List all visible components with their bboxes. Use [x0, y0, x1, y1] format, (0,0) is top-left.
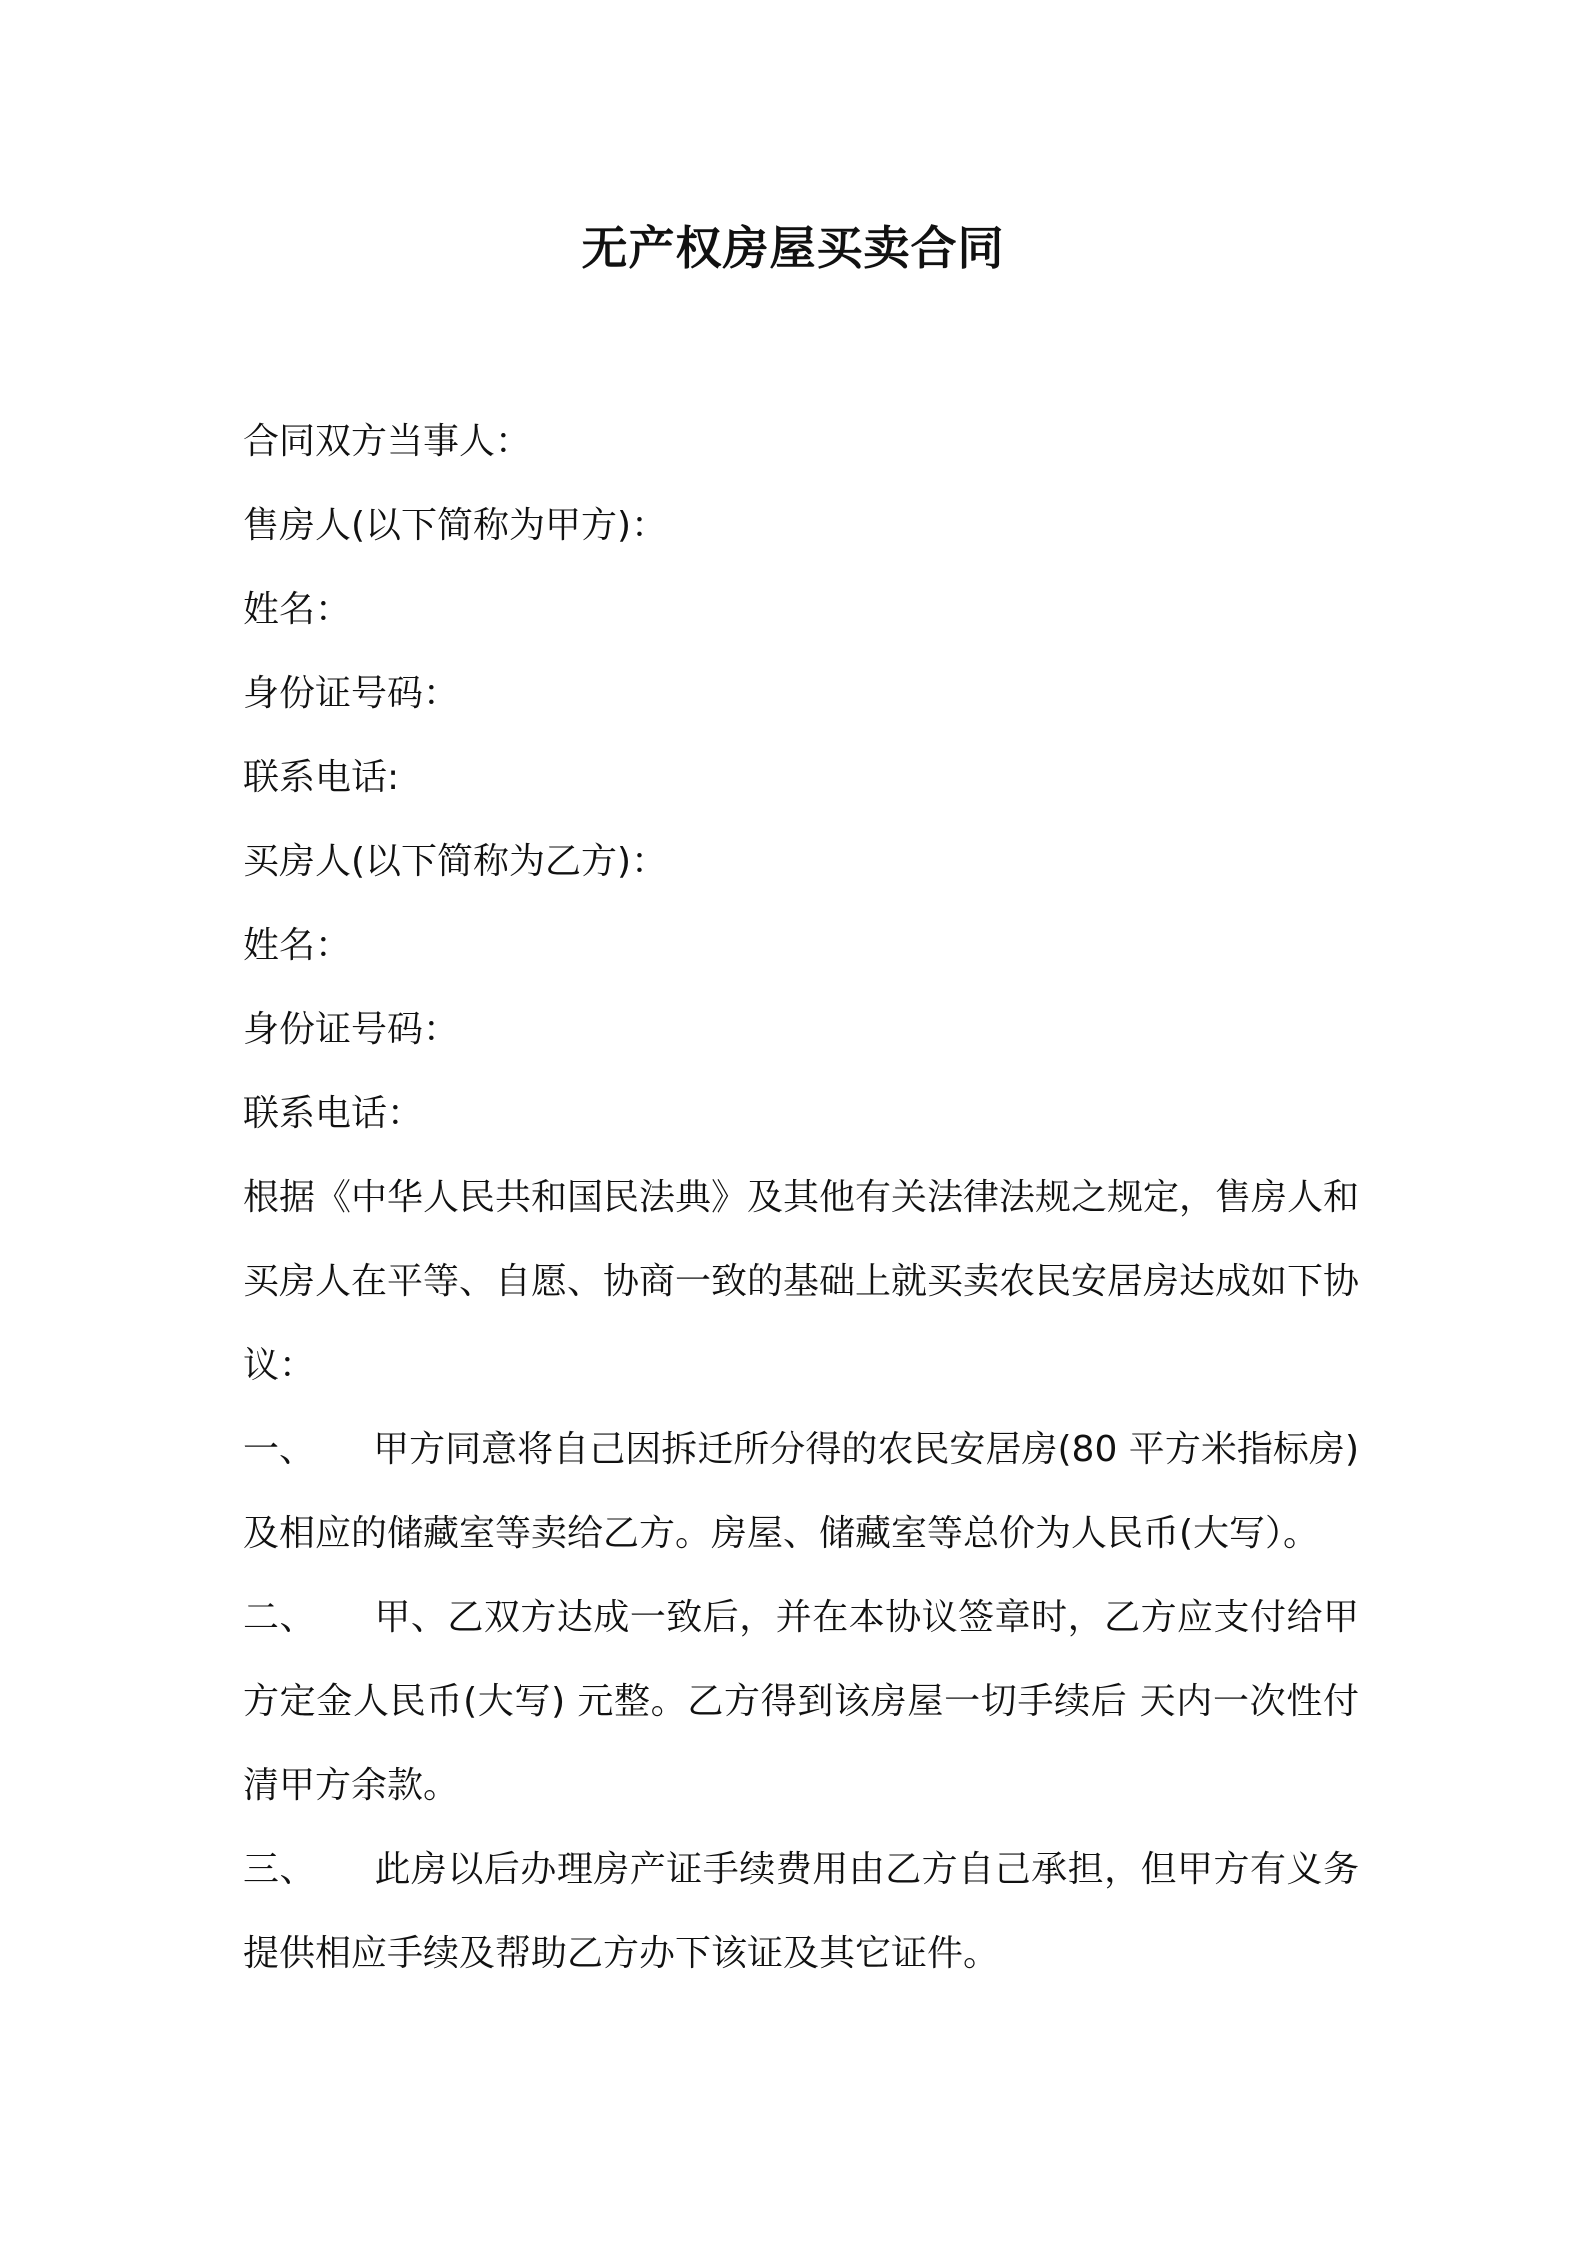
- seller-phone-label: 联系电话:: [243, 757, 400, 798]
- buyer-phone-label: 联系电话：: [243, 1093, 424, 1134]
- clause-text: 此房以后办理房产证手续费用由乙方自己承担，但甲方有义务提供相应手续及帮助乙方办下该证及其它证件。: [243, 1849, 1359, 1974]
- clause-text: 甲方同意将自己因拆迁所分得的农民安居房(80 平方米指标房)及相应的储藏室等卖给乙方。房屋、储藏室等总价为人民币(大写）。: [243, 1429, 1359, 1554]
- clause-2: [243, 1576, 1359, 1828]
- seller-heading: 售房人(以下简称为甲方)：: [243, 505, 668, 546]
- buyer-heading: 买房人(以下简称为乙方)：: [243, 841, 668, 882]
- clause-number: 一、: [243, 1429, 316, 1470]
- document-body: [243, 400, 1359, 1996]
- clause-number: 三、: [243, 1849, 316, 1890]
- seller-id-label: 身份证号码：: [243, 673, 460, 714]
- clause-1: [243, 1408, 1359, 1576]
- document-title: 无产权房屋买卖合同: [581, 221, 1005, 275]
- clause-text: 甲、乙双方达成一致后，并在本协议签章时，乙方应支付给甲方定金人民币(大写) 元整。乙方得到该房屋一切手续后 天内一次性付清甲方余款。: [243, 1597, 1359, 1806]
- buyer-id-label: 身份证号码：: [243, 1009, 460, 1050]
- clause-3: [243, 1828, 1359, 1996]
- parties-heading: 合同双方当事人：: [243, 421, 532, 462]
- buyer-name-label: 姓名：: [243, 925, 352, 966]
- seller-name-label: 姓名：: [243, 589, 352, 630]
- clause-number: 二、: [243, 1597, 316, 1638]
- preamble-paragraph: 根据《中华人民共和国民法典》及其他有关法律法规之规定，售房人和买房人在平等、自愿、协商一致的基础上就买卖农民安居房达成如下协议：: [243, 1177, 1360, 1386]
